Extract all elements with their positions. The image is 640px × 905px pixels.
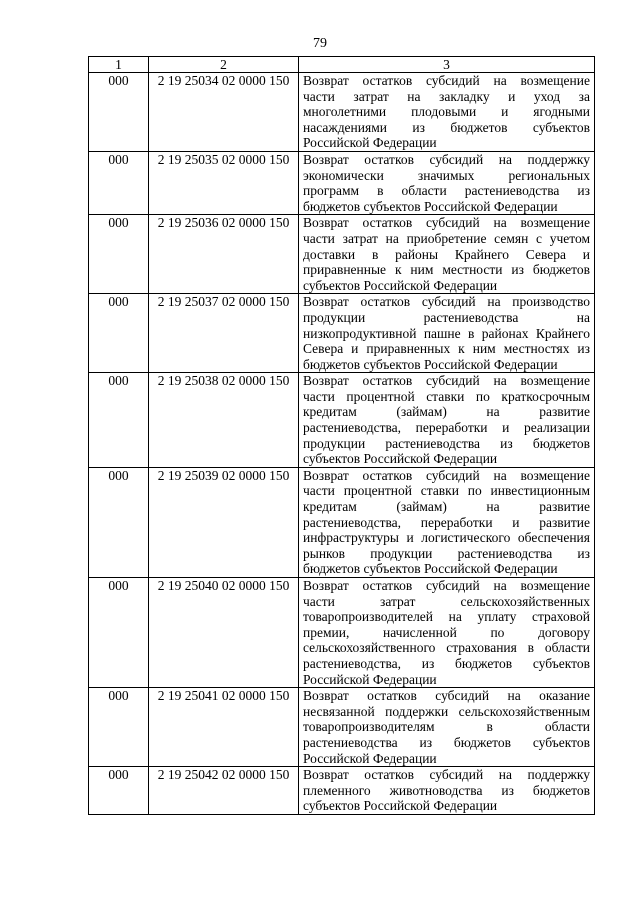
description-line: растениеводства из бюджетов субъектов <box>303 734 590 750</box>
description-line: рынков продукции растениеводства из <box>303 545 590 561</box>
description-cell <box>299 294 595 373</box>
column-header-3: 3 <box>299 57 595 73</box>
description-line: бюджетов субъектов Российской Федерации <box>303 198 558 214</box>
budget-code-cell: 2 19 25038 02 0000 150 <box>149 373 299 468</box>
budget-code-cell: 2 19 25040 02 0000 150 <box>149 578 299 688</box>
description-line: Возврат остатков субсидий на возмещение <box>303 73 590 88</box>
budget-classification-table <box>88 56 595 815</box>
description-line: растениеводства, переработки и развитие <box>303 514 590 530</box>
description-line: многолетними плодовыми и ягодными <box>303 104 590 120</box>
description-line: несвязанной поддержки сельскохозяйственным <box>303 703 590 719</box>
description-text <box>303 152 590 214</box>
admin-code-cell: 000 <box>89 467 149 577</box>
description-cell <box>299 467 595 577</box>
admin-code-cell: 000 <box>89 373 149 468</box>
description-line: субъектов Российской Федерации <box>303 451 498 467</box>
description-cell <box>299 73 595 152</box>
table-row <box>89 578 595 688</box>
budget-code-cell: 2 19 25041 02 0000 150 <box>149 688 299 767</box>
description-line: сельскохозяйственного страхования в области <box>303 640 590 656</box>
description-line: экономически значимых региональных <box>303 167 590 183</box>
description-line: части затрат на приобретение семян с учетом <box>303 230 590 246</box>
description-line: Российской Федерации <box>303 750 437 766</box>
description-line: товаропроизводителей на уплату страховой <box>303 609 590 625</box>
description-line: доставки в районы Крайнего Севера и <box>303 246 590 262</box>
admin-code-cell: 000 <box>89 215 149 294</box>
description-line: Возврат остатков субсидий на производство <box>303 294 590 310</box>
description-cell <box>299 215 595 294</box>
description-text <box>303 767 590 814</box>
description-line: насаждениями из бюджетов субъектов <box>303 119 590 135</box>
description-text <box>303 468 590 577</box>
budget-code-cell: 2 19 25039 02 0000 150 <box>149 467 299 577</box>
description-line: продукции растениеводства на <box>303 309 590 325</box>
description-line: части процентной ставки по инвестиционным <box>303 483 590 499</box>
admin-code-cell: 000 <box>89 151 149 214</box>
description-text <box>303 294 590 372</box>
description-line: части процентной ставки по краткосрочным <box>303 388 590 404</box>
description-line: Российской Федерации <box>303 135 437 151</box>
budget-code-cell: 2 19 25034 02 0000 150 <box>149 73 299 152</box>
description-line: части затрат на закладку и уход за <box>303 88 590 104</box>
column-header-1: 1 <box>89 57 149 73</box>
description-line: приравненные к ним местности из бюджетов <box>303 262 590 278</box>
description-cell <box>299 373 595 468</box>
description-line: кредитам (займам) на развитие <box>303 499 590 515</box>
description-line: программ в области растениеводства из <box>303 183 590 199</box>
description-line: Возврат остатков субсидий на поддержку <box>303 767 590 783</box>
admin-code-cell: 000 <box>89 578 149 688</box>
description-line: премии, начисленной по договору <box>303 624 590 640</box>
admin-code-cell: 000 <box>89 688 149 767</box>
description-line: бюджетов субъектов Российской Федерации <box>303 356 558 372</box>
description-line: бюджетов субъектов Российской Федерации <box>303 561 558 577</box>
description-line: племенного животноводства из бюджетов <box>303 782 590 798</box>
description-line: кредитам (займам) на развитие <box>303 404 590 420</box>
description-text <box>303 215 590 293</box>
description-line: субъектов Российской Федерации <box>303 277 498 293</box>
table-row <box>89 767 595 815</box>
description-line: Возврат остатков субсидий на оказание <box>303 688 590 704</box>
description-line: товаропроизводителям в области <box>303 719 590 735</box>
description-line: Возврат остатков субсидий на возмещение <box>303 578 590 593</box>
budget-code-cell: 2 19 25035 02 0000 150 <box>149 151 299 214</box>
table-row <box>89 373 595 468</box>
table-row <box>89 688 595 767</box>
budget-code-cell: 2 19 25042 02 0000 150 <box>149 767 299 815</box>
description-line: инфраструктуры и логистического обеспечения <box>303 530 590 546</box>
description-cell <box>299 578 595 688</box>
description-text <box>303 688 590 766</box>
description-cell <box>299 151 595 214</box>
description-line: Возврат остатков субсидий на возмещение <box>303 467 590 483</box>
admin-code-cell: 000 <box>89 294 149 373</box>
description-line: Возврат остатков субсидий на поддержку <box>303 151 590 167</box>
description-line: Российской Федерации <box>303 671 437 687</box>
description-line: Севера и приравненных к ним местностях из <box>303 341 590 357</box>
table-row <box>89 151 595 214</box>
table-row <box>89 215 595 294</box>
description-line: низкопродуктивной пашне в районах Крайнего <box>303 325 590 341</box>
description-line: продукции растениеводства из бюджетов <box>303 435 590 451</box>
page-number: 79 <box>313 36 327 51</box>
description-line: части затрат сельскохозяйственных <box>303 593 590 609</box>
description-line: Возврат остатков субсидий на возмещение <box>303 373 590 389</box>
description-line: растениеводства, из бюджетов субъектов <box>303 655 590 671</box>
table-body <box>89 73 595 815</box>
table-row <box>89 294 595 373</box>
description-cell <box>299 688 595 767</box>
admin-code-cell: 000 <box>89 767 149 815</box>
description-text <box>303 373 590 467</box>
table-row <box>89 73 595 152</box>
budget-code-cell: 2 19 25036 02 0000 150 <box>149 215 299 294</box>
column-header-2: 2 <box>149 57 299 73</box>
description-line: растениеводства, переработки и реализации <box>303 420 590 436</box>
description-cell <box>299 767 595 815</box>
description-line: субъектов Российской Федерации <box>303 798 498 814</box>
description-line: Возврат остатков субсидий на возмещение <box>303 215 590 231</box>
description-text <box>303 73 590 151</box>
description-text <box>303 578 590 687</box>
table-row <box>89 467 595 577</box>
table-header-row <box>89 57 595 73</box>
admin-code-cell: 000 <box>89 73 149 152</box>
budget-code-cell: 2 19 25037 02 0000 150 <box>149 294 299 373</box>
